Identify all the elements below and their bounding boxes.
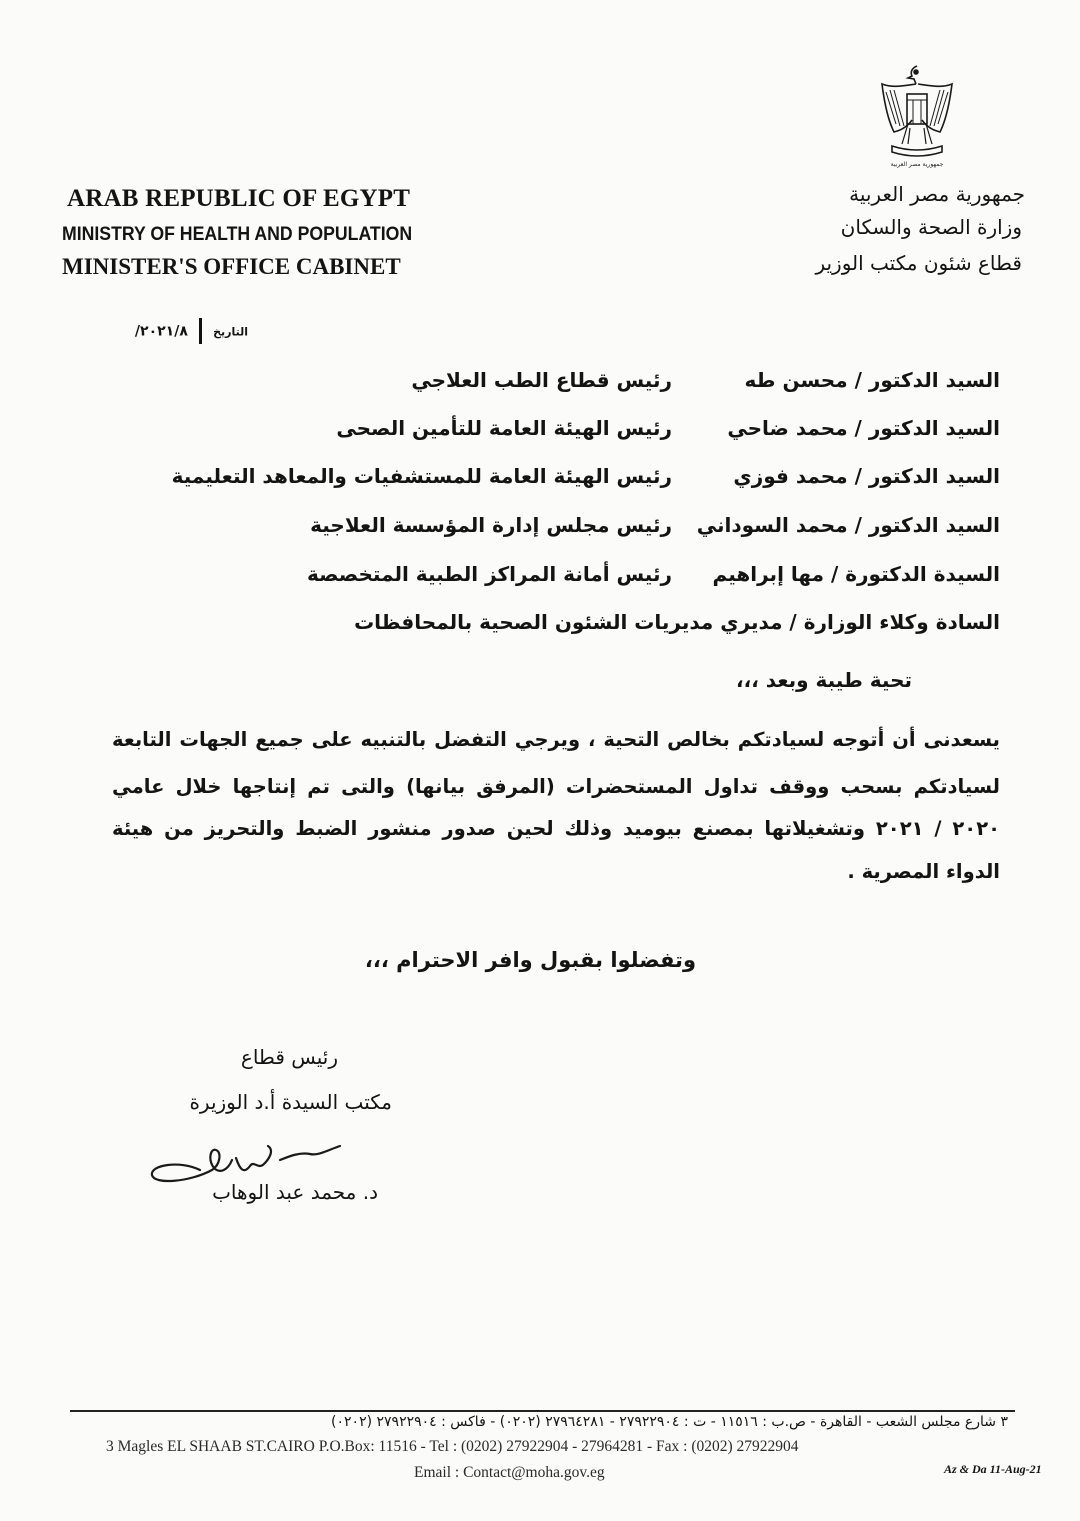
closing: وتفضلوا بقبول وافر الاحترام ،،، — [364, 948, 696, 972]
recipient-name: السيد الدكتور / محمد السوداني — [696, 513, 1000, 537]
recipient-title: رئيس الهيئة العامة للتأمين الصحى — [336, 416, 672, 440]
signature-title: رئيس قطاع — [240, 1045, 338, 1069]
footer-address-ar: ٣ شارع مجلس الشعب - القاهرة - ص.ب : ١١٥١٦ - ت : ٢٧٩٢٢٩٠٤ - ٢٧٩٦٤٢٨١ (٠٢٠٢) - فاكس : ٢٧٩٢٢٩٠٤ (٠٢٠٢) — [331, 1414, 1008, 1430]
header-ar-office: قطاع شئون مكتب الوزير — [815, 251, 1022, 275]
signature-name: د. محمد عبد الوهاب — [212, 1180, 378, 1204]
recipient-title: رئيس قطاع الطب العلاجي — [411, 368, 672, 392]
recipient-name: السيدة الدكتورة / مها إبراهيم — [712, 562, 1000, 586]
date-block — [108, 318, 248, 348]
eagle-of-saladin-emblem-icon — [872, 60, 962, 172]
footer-address-en: 3 Magles EL SHAAB ST.CAIRO P.O.Box: 11516 - Tel : (0202) 27922904 - 27964281 - Fax : (0202) 27922904 — [106, 1438, 799, 1455]
date-label: التاريخ — [213, 325, 248, 339]
body-line: لسيادتكم بسحب ووقف تداول المستحضرات (المرفق بيانها) والتى تم إنتاجها خلال عامي — [112, 775, 1000, 798]
recipients-group: السادة وكلاء الوزارة / مديري مديريات الشئون الصحية بالمحافظات — [354, 610, 1000, 634]
recipient-title: رئيس أمانة المراكز الطبية المتخصصة — [306, 562, 672, 586]
body-line: ٢٠٢٠ / ٢٠٢١ وتشغيلاتها بمصنع بيوميد وذلك لحين صدور منشور الضبط والتحريز من هيئة — [112, 817, 1000, 840]
footer-rule — [70, 1410, 1015, 1412]
scan-stamp: Az & Da 11-Aug-21 — [944, 1462, 1042, 1476]
footer-email: Email : Contact@moha.gov.eg — [414, 1464, 605, 1481]
body-line: الدواء المصرية . — [847, 860, 1000, 883]
header-en-country: ARAB REPUBLIC OF EGYPT — [67, 185, 411, 212]
emblem — [872, 60, 962, 172]
date-value: ٢٠٢١/٨/ — [134, 323, 188, 340]
body-line: يسعدنى أن أتوجه لسيادتكم بخالص التحية ، ويرجي التفضل بالتنبيه على جميع الجهات التابعة — [112, 728, 1000, 751]
greeting: تحية طيبة وبعد ،،، — [736, 668, 912, 692]
emblem-inscription: جمهورية مصر العربية — [890, 161, 944, 168]
signature-office: مكتب السيدة أ.د الوزيرة — [189, 1090, 392, 1114]
recipient-name: السيد الدكتور / محمد فوزي — [733, 464, 1000, 488]
header-ar-ministry: وزارة الصحة والسكان — [840, 215, 1022, 239]
header-ar-country: جمهورية مصر العربية — [849, 182, 1025, 206]
recipient-title: رئيس مجلس إدارة المؤسسة العلاجية — [310, 513, 672, 537]
date-separator — [199, 318, 202, 344]
recipient-name: السيد الدكتور / محمد ضاحي — [727, 416, 1000, 440]
recipient-name: السيد الدكتور / محسن طه — [744, 368, 1000, 392]
recipient-title: رئيس الهيئة العامة للمستشفيات والمعاهد التعليمية — [171, 464, 672, 488]
header-en-office: MINISTER'S OFFICE CABINET — [62, 254, 401, 279]
header-en-ministry: MINISTRY OF HEALTH AND POPULATION — [62, 224, 413, 245]
